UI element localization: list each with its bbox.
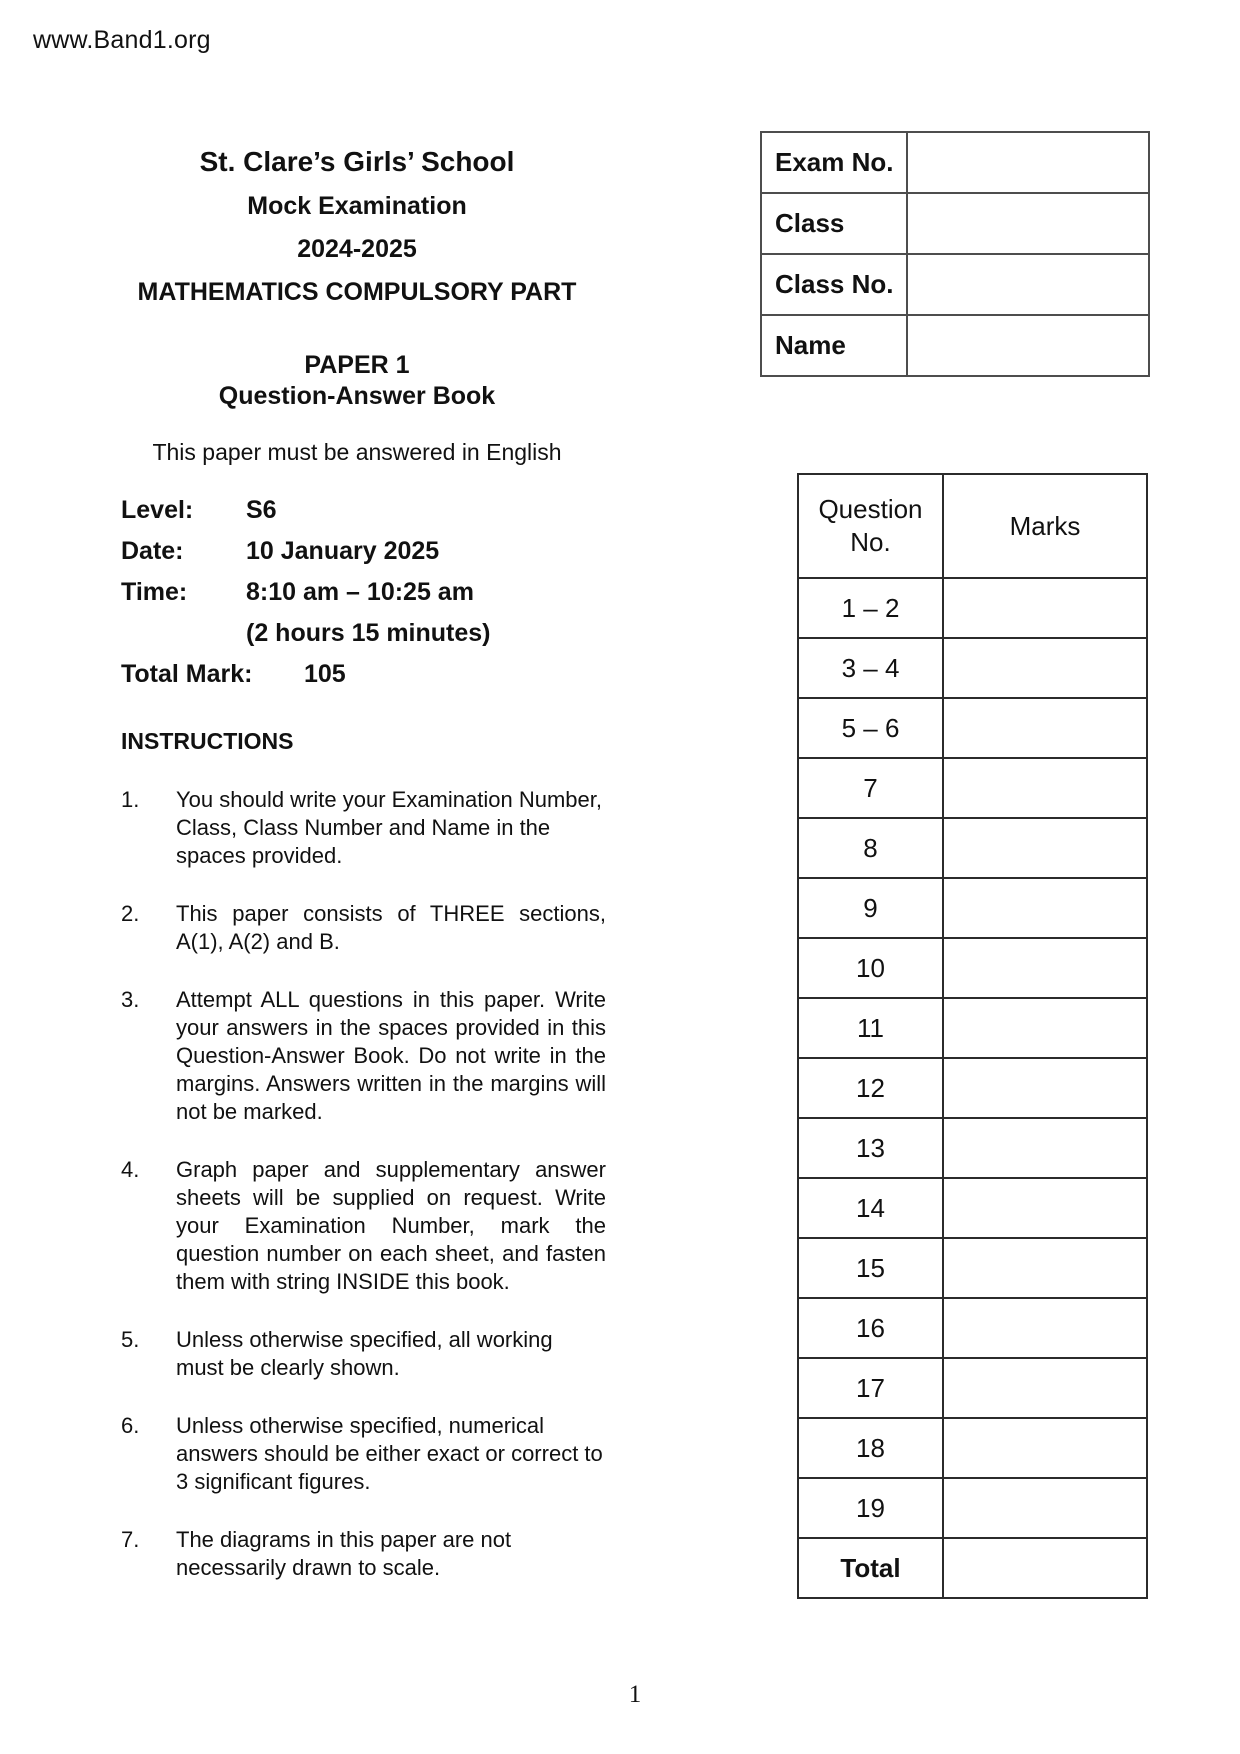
total-label-cell: Total — [798, 1538, 943, 1598]
info-value-class-no — [907, 254, 1149, 315]
question-no-cell: 19 — [798, 1478, 943, 1538]
level-label: Level: — [121, 496, 194, 524]
instruction-text: Unless otherwise specified, numerical answers should be either exact or correct to 3 significant figures. — [176, 1413, 603, 1494]
marks-cell — [943, 1298, 1147, 1358]
list-item — [121, 1156, 606, 1296]
table-row — [798, 1478, 1147, 1538]
table-row — [798, 638, 1147, 698]
instruction-number: 5. — [121, 1327, 140, 1352]
instruction-text: You should write your Examination Number, Class, Class Number and Name in the spaces provided. — [176, 787, 602, 868]
instruction-number: 6. — [121, 1413, 140, 1438]
list-item — [121, 786, 606, 870]
total-marks-cell — [943, 1538, 1147, 1598]
marks-cell — [943, 1058, 1147, 1118]
table-row — [798, 578, 1147, 638]
date-label: Date: — [121, 537, 184, 565]
instructions-list — [121, 786, 606, 1612]
page-number: 1 — [628, 1681, 642, 1708]
level-value: S6 — [246, 496, 277, 524]
marks-cell — [943, 878, 1147, 938]
question-no-cell: 16 — [798, 1298, 943, 1358]
marks-cell — [943, 1358, 1147, 1418]
instruction-text: The diagrams in this paper are not necessarily drawn to scale. — [176, 1527, 512, 1580]
instruction-text: Graph paper and supplementary answer sheets will be supplied on request. Write your Examination Number, mark the question number on each sheet, and fasten them with string INSIDE this book. — [176, 1157, 606, 1294]
instruction-text: This paper consists of THREE sections, A(1), A(2) and B. — [176, 901, 606, 954]
question-no-cell: 17 — [798, 1358, 943, 1418]
question-no-cell: 7 — [798, 758, 943, 818]
exam-year: 2024-2025 — [297, 235, 417, 263]
language-note: This paper must be answered in English — [152, 439, 562, 465]
detail-date — [121, 537, 593, 566]
list-item — [121, 1326, 606, 1382]
total-mark-value: 105 — [304, 660, 346, 688]
marks-table — [797, 473, 1148, 1599]
list-item — [121, 900, 606, 956]
question-no-cell: 10 — [798, 938, 943, 998]
time-label: Time: — [121, 578, 188, 606]
instruction-text: Unless otherwise specified, all working must be clearly shown. — [176, 1327, 553, 1380]
candidate-info-table — [760, 131, 1150, 377]
detail-level — [121, 496, 593, 525]
info-value-class — [907, 193, 1149, 254]
table-row — [761, 315, 1149, 376]
exam-name: Mock Examination — [247, 192, 467, 220]
table-row — [798, 998, 1147, 1058]
marks-cell — [943, 818, 1147, 878]
marks-cell — [943, 938, 1147, 998]
info-label-class-no: Class No. — [761, 254, 907, 315]
subject-title: MATHEMATICS COMPULSORY PART — [137, 278, 577, 306]
table-row — [798, 758, 1147, 818]
question-no-cell: 15 — [798, 1238, 943, 1298]
marks-cell — [943, 1478, 1147, 1538]
list-item — [121, 1526, 606, 1582]
detail-duration — [121, 619, 593, 648]
marks-cell — [943, 698, 1147, 758]
info-value-exam-no — [907, 132, 1149, 193]
paper-title: PAPER 1 — [304, 351, 410, 379]
table-row — [761, 193, 1149, 254]
instruction-text: Attempt ALL questions in this paper. Write your answers in the spaces provided in this Question-Answer Book. Do not write in the margins. Answers written in the margins will not be marked. — [176, 987, 606, 1124]
table-row — [798, 1418, 1147, 1478]
detail-time — [121, 578, 593, 607]
marks-table-header — [798, 474, 1147, 578]
question-no-cell: 12 — [798, 1058, 943, 1118]
table-row — [798, 938, 1147, 998]
site-watermark-link[interactable]: www.Band1.org — [33, 26, 211, 54]
info-label-name: Name — [761, 315, 907, 376]
book-title: Question-Answer Book — [218, 382, 496, 410]
list-item — [121, 1412, 606, 1496]
instruction-number: 1. — [121, 787, 140, 812]
info-value-name — [907, 315, 1149, 376]
question-no-cell: 3 – 4 — [798, 638, 943, 698]
list-item — [121, 986, 606, 1126]
question-no-cell: 1 – 2 — [798, 578, 943, 638]
question-no-cell: 14 — [798, 1178, 943, 1238]
marks-cell — [943, 1178, 1147, 1238]
instructions-heading: INSTRUCTIONS — [121, 728, 294, 754]
info-label-class: Class — [761, 193, 907, 254]
table-row-total — [798, 1538, 1147, 1598]
table-row — [798, 1358, 1147, 1418]
marks-cell — [943, 1118, 1147, 1178]
table-row — [798, 878, 1147, 938]
marks-cell — [943, 758, 1147, 818]
instruction-number: 7. — [121, 1527, 140, 1552]
question-no-header: Question No. — [798, 474, 943, 578]
table-row — [798, 818, 1147, 878]
table-row — [761, 254, 1149, 315]
title-block — [121, 146, 593, 465]
question-no-cell: 9 — [798, 878, 943, 938]
marks-cell — [943, 1238, 1147, 1298]
instruction-number: 3. — [121, 987, 140, 1012]
instruction-number: 2. — [121, 901, 140, 926]
table-row — [798, 1118, 1147, 1178]
instruction-number: 4. — [121, 1157, 140, 1182]
school-name: St. Clare’s Girls’ School — [199, 146, 515, 177]
detail-total-mark — [121, 660, 593, 689]
total-mark-label: Total Mark: — [121, 660, 253, 688]
table-row — [798, 1238, 1147, 1298]
question-no-cell: 18 — [798, 1418, 943, 1478]
table-row — [798, 1178, 1147, 1238]
date-value: 10 January 2025 — [246, 537, 440, 565]
marks-cell — [943, 578, 1147, 638]
exam-details — [121, 496, 593, 701]
table-row — [798, 1298, 1147, 1358]
info-label-exam-no: Exam No. — [761, 132, 907, 193]
table-row — [798, 698, 1147, 758]
table-row — [798, 1058, 1147, 1118]
marks-cell — [943, 1418, 1147, 1478]
marks-cell — [943, 638, 1147, 698]
marks-header: Marks — [943, 474, 1147, 578]
question-no-cell: 5 – 6 — [798, 698, 943, 758]
question-no-cell: 8 — [798, 818, 943, 878]
duration-value: (2 hours 15 minutes) — [246, 619, 491, 647]
question-no-cell: 11 — [798, 998, 943, 1058]
marks-cell — [943, 998, 1147, 1058]
time-value: 8:10 am – 10:25 am — [246, 578, 474, 606]
table-row — [761, 132, 1149, 193]
question-no-cell: 13 — [798, 1118, 943, 1178]
